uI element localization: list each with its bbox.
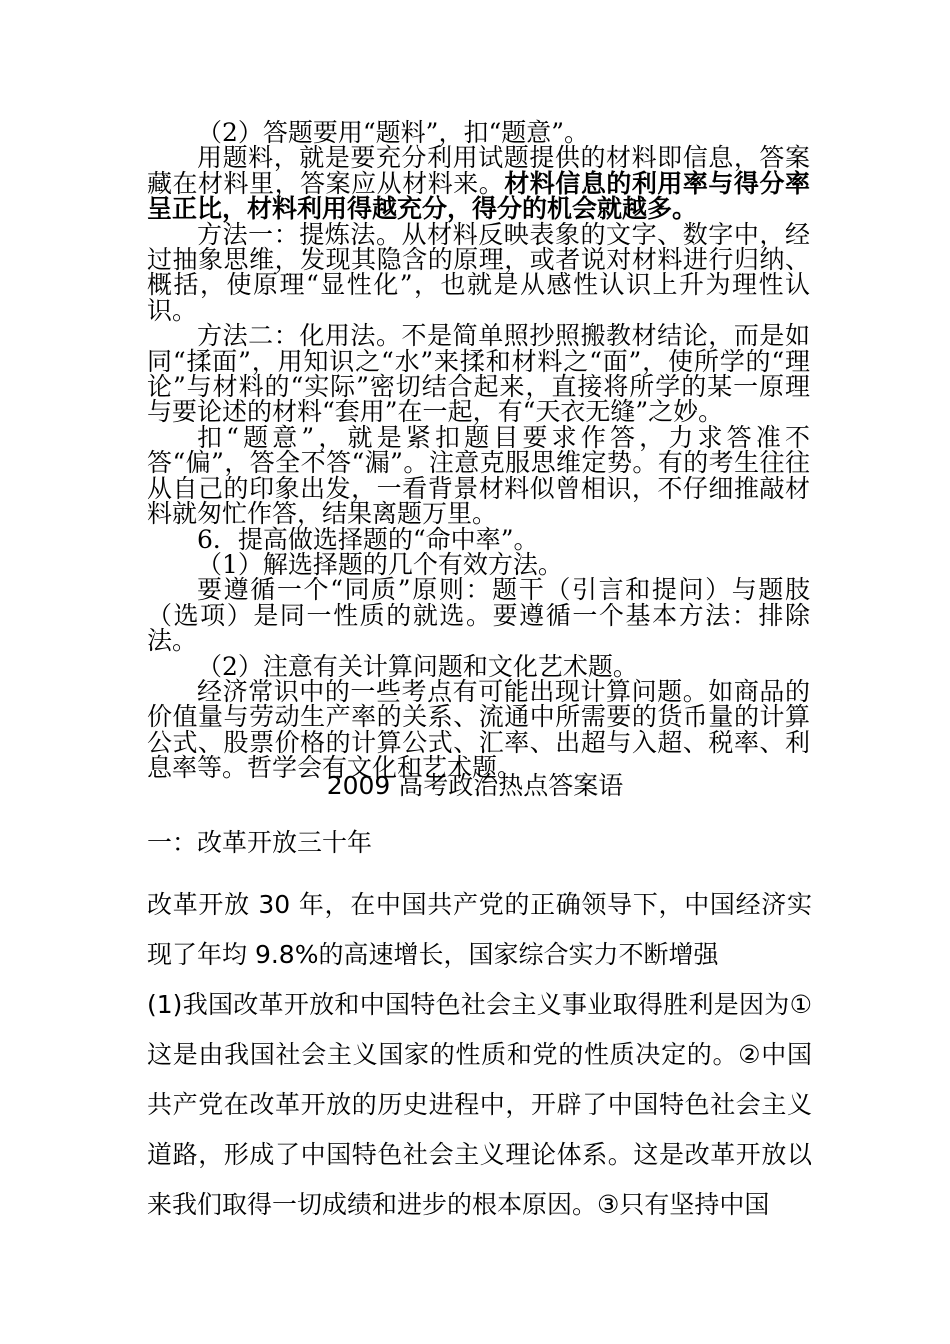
- section-intro: 改革开放 30 年，在中国共产党的正确领导下，中国经济实现了年均 9.8%的高速增长，国家综合实力不断增强: [147, 890, 812, 969]
- hot-topics-block: [147, 818, 812, 1230]
- material-text: 用题料，就是要充分利用试题提供的材料即信息，答案藏在材料里，答案应从材料来。: [147, 143, 810, 198]
- paragraph-calc-art: （2）注意有关计算问题和文化艺术题。: [197, 651, 638, 681]
- material-bold-text: 材料信息的利用率与得分率呈正比，材料利用得越充分，得分的机会就越多。: [147, 168, 810, 224]
- paragraph-use-material: [147, 143, 810, 224]
- paragraph-economics-calc: 经济常识中的一些考点有可能出现计算问题。如商品的价值量与劳动生产率的关系、流通中所需要的货币量的计算公式、股票价格的计算公式、汇率、出超与入超、税率、利息率等。哲学会有文化和艺术题。: [147, 676, 810, 783]
- paragraph-same-nature-rule: 要遵循一个“同质”原则：题干（引言和提问）与题肢（选项）是同一性质的就选。要遵循一个基本方法：排除法。: [147, 575, 810, 656]
- paragraph-question-intent: 扣“题意”，就是紧扣题目要求作答，力求答准不答“偏”，答全不答“漏”。注意克服思维定势。有的考生往往从自己的印象出发，一看背景材料似曾相识，不仔细推敲材料就匆忙作答，结果离题万里。: [147, 422, 810, 529]
- paragraph-choice-hit-rate: 6．提高做选择题的“命中率”。: [197, 524, 539, 554]
- paragraph-choice-methods: （1）解选择题的几个有效方法。: [197, 549, 563, 579]
- document-heading: 2009 高考政治热点答案语: [326, 771, 624, 800]
- section-body: (1)我国改革开放和中国特色社会主义事业取得胜利是因为①这是由我国社会主义国家的性质和党的性质决定的。②中国共产党在改革开放的历史进程中，开辟了中国特色社会主义道路，形成了中国特色社会主义理论体系。这是改革开放以来我们取得一切成绩和进步的根本原因。③只有坚持中国: [147, 990, 812, 1219]
- paragraph-method-two: 方法二：化用法。不是简单照抄照搬教材结论，而是如同“揉面”，用知识之“水”来揉和材料之“面”，使所学的“理论”与材料的“实际”密切结合起来，直接将所学的某一原理与要论述的材料“套用”在一起，有“天衣无缝”之妙。: [147, 321, 810, 427]
- paragraph-answer-rule: （2）答题要用“题料”，扣“题意”。: [197, 118, 590, 147]
- section-title: 一：改革开放三十年: [147, 828, 373, 857]
- paragraph-method-one: 方法一：提炼法。从材料反映表象的文字、数字中，经过抽象思维，发现其隐含的原理，或者说对材料进行归纳、概括，使原理“显性化”，也就是从感性认识上升为理性认识。: [147, 219, 810, 325]
- exam-tips-block: [147, 120, 810, 781]
